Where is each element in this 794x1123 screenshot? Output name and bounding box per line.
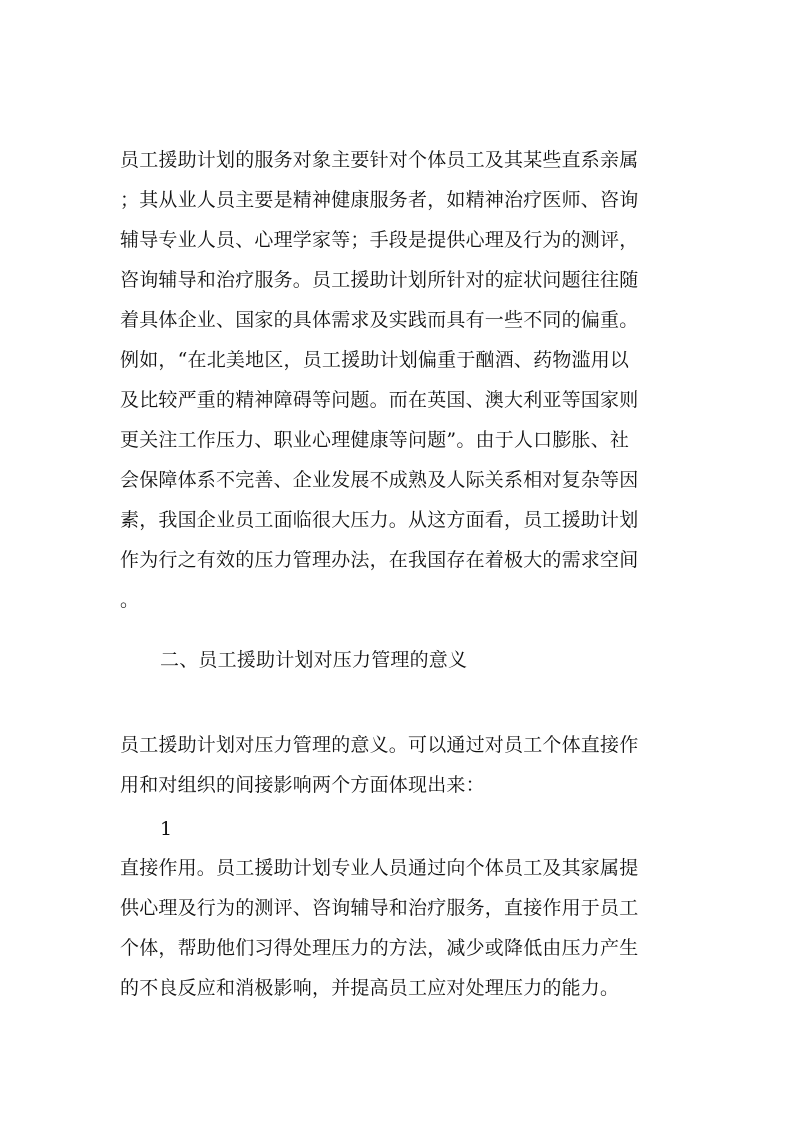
paragraph-1-line: 作为行之有效的压力管理办法，在我国存在着极大的需求空间	[120, 549, 639, 571]
paragraph-1-line: 例如，“在北美地区，员工援助计划偏重于酗酒、药物滥用以	[120, 349, 630, 371]
paragraph-3-line: 直接作用。员工援助计划专业人员通过向个体员工及其家属提	[120, 857, 639, 879]
paragraph-1-line: 辅导专业人员、心理学家等；手段是提供心理及行为的测评，	[120, 229, 639, 251]
section-heading: 二、员工援助计划对压力管理的意义	[160, 649, 468, 671]
paragraph-1-line: 更关注工作压力、职业心理健康等问题”。由于人口膨胀、社	[120, 429, 630, 451]
paragraph-1-line: 着具体企业、国家的具体需求及实践而具有一些不同的偏重。	[120, 309, 639, 331]
paragraph-1-line: 素，我国企业员工面临很大压力。从这方面看，员工援助计划	[120, 509, 639, 531]
paragraph-1-line: 咨询辅导和治疗服务。员工援助计划所针对的症状问题往往随	[120, 269, 639, 291]
paragraph-1-line: 会保障体系不完善、企业发展不成熟及人际关系相对复杂等因	[120, 469, 639, 491]
paragraph-3-line: 个体，帮助他们习得处理压力的方法，减少或降低由压力产生	[120, 937, 639, 959]
paragraph-2-line: 员工援助计划对压力管理的意义。可以通过对员工个体直接作	[120, 734, 639, 756]
paragraph-1-line: 员工援助计划的服务对象主要针对个体员工及其某些直系亲属	[120, 149, 639, 171]
paragraph-3-line: 的不良反应和消极影响，并提高员工应对处理压力的能力。	[120, 977, 620, 999]
paragraph-3-line: 供心理及行为的测评、咨询辅导和治疗服务，直接作用于员工	[120, 897, 639, 919]
item-number: 1	[160, 818, 173, 840]
paragraph-2-line: 用和对组织的间接影响两个方面体现出来：	[120, 774, 485, 796]
paragraph-1-line: 及比较严重的精神障碍等问题。而在英国、澳大利亚等国家则	[120, 389, 639, 411]
paragraph-1-line: ；其从业人员主要是精神健康服务者，如精神治疗医师、咨询	[120, 189, 639, 211]
paragraph-1-line: 。	[120, 589, 140, 611]
